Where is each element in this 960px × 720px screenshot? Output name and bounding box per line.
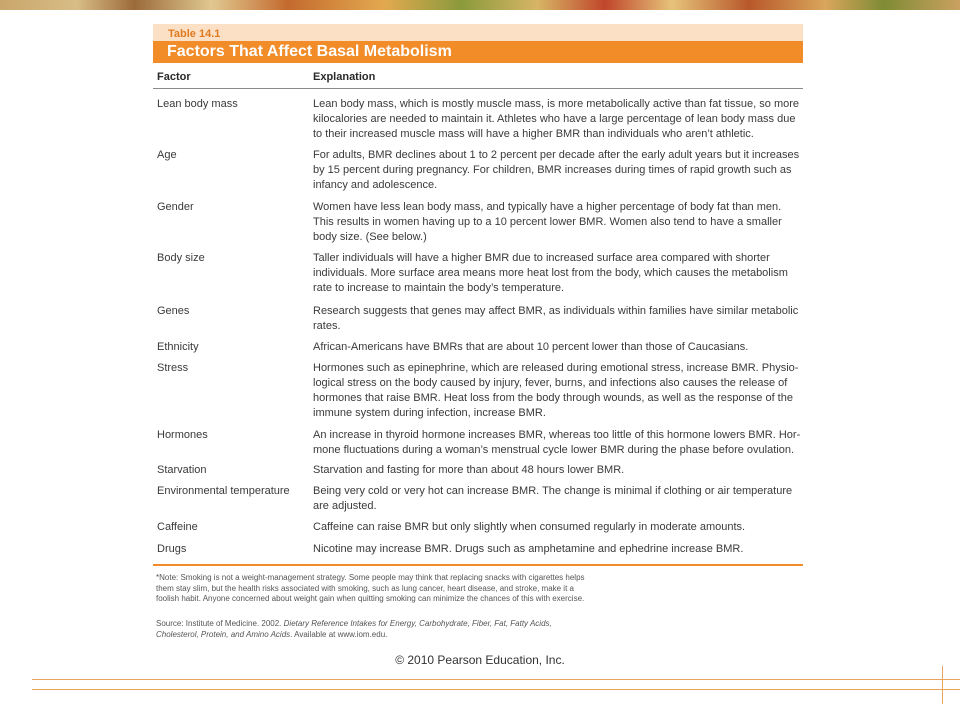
- table-header-row: [153, 63, 803, 89]
- table-row: [153, 361, 803, 421]
- decorative-rule-vertical: [942, 666, 943, 704]
- factor-cell: Starvation: [157, 464, 207, 476]
- factor-cell: Ethnicity: [157, 341, 199, 353]
- decorative-rule-lower: [32, 689, 960, 690]
- table-title: Factors That Affect Basal Metabolism: [167, 43, 452, 60]
- table-source: [156, 619, 596, 640]
- source-suffix: . Available at www.iom.edu.: [290, 629, 388, 639]
- table-row: [153, 463, 803, 478]
- table-row: [153, 520, 803, 535]
- factor-cell: Genes: [157, 305, 190, 317]
- explanation-cell: Women have less lean body mass, and typically have a higher percentage of body fat than men. This results in women having up to a 10 percent lower BMR. Women also tend to have a smaller body size. (See below.): [313, 201, 782, 243]
- copyright-notice: © 2010 Pearson Education, Inc.: [395, 653, 565, 667]
- explanation-cell: An increase in thyroid hormone increases BMR, whereas too little of this hormone lowers BMR. Hor-mone fluctuations during a woman’s menstrual cycle lower BMR during the phase before ovulation.: [313, 429, 801, 456]
- table-row: [153, 484, 803, 514]
- explanation-cell: Lean body mass, which is mostly muscle mass, is more metabolically active than fat tissue, so more kilocalories are needed to maintain it. Athletes who have a large percentage of lean body mass due to their increased muscle mass will have a higher BMR than individuals who aren’t athletic.: [313, 98, 800, 140]
- table-footnote: *Note: Smoking is not a weight-management strategy. Some people may think that replacing snacks with cigarettes helps them stay slim, but the health risks associated with smoking, such as lung cancer, heart disease, and stroke, make it a foolish habit. Anyone concerned about weight gain when quitting smoking can minimize the chances of this with exercise.: [156, 573, 585, 603]
- decorative-photo-strip: [0, 0, 960, 10]
- factor-cell: Caffeine: [157, 521, 198, 533]
- table-row: [153, 340, 803, 355]
- table-row: [153, 97, 803, 142]
- source-title: Dietary Reference Intakes for Energy, Carbohydrate, Fiber, Fat, Fatty Acids, Cholesterol, Protein, and Amino Acids: [156, 619, 552, 639]
- factor-cell: Age: [157, 149, 177, 161]
- table-bottom-rule: [153, 564, 803, 566]
- explanation-cell: African-Americans have BMRs that are about 10 percent lower than those of Caucasians.: [313, 341, 749, 353]
- factor-cell: Drugs: [157, 543, 187, 555]
- explanation-cell: Hormones such as epinephrine, which are released during emotional stress, increase BMR. Physio-logical stress on the body caused by injury, fever, burns, and infections also causes the release of hormones that raise BMR. Heat loss from the body through wounds, as well as the response of the immune system during infection, increase BMR.: [313, 362, 799, 419]
- explanation-cell: Nicotine may increase BMR. Drugs such as amphetamine and ephedrine increase BMR.: [313, 543, 744, 555]
- column-header-factor: Factor: [157, 71, 191, 83]
- factors-table: [153, 24, 803, 555]
- table-title-band: [153, 41, 803, 63]
- explanation-cell: Research suggests that genes may affect BMR, as individuals within families have similar metabolic rates.: [313, 305, 799, 332]
- factor-cell: Stress: [157, 362, 189, 374]
- table-row: [153, 304, 803, 334]
- table-row: [153, 251, 803, 296]
- table-row: [153, 200, 803, 245]
- table-row: [153, 148, 803, 193]
- factor-cell: Lean body mass: [157, 98, 238, 110]
- explanation-cell: For adults, BMR declines about 1 to 2 percent per decade after the early adult years but it increases by 15 percent during pregnancy. For children, BMR increases during times of rapid growth such as infancy and adolescence.: [313, 149, 800, 191]
- table-row: [153, 428, 803, 458]
- column-header-explanation: Explanation: [313, 71, 376, 83]
- source-prefix: Source: Institute of Medicine. 2002.: [156, 619, 284, 628]
- table-row: [153, 542, 803, 557]
- factor-cell: Environmental temperature: [157, 485, 290, 497]
- factor-cell: Hormones: [157, 429, 208, 441]
- explanation-cell: Caffeine can raise BMR but only slightly when consumed regularly in moderate amounts.: [313, 521, 746, 533]
- decorative-rule-upper: [32, 679, 960, 680]
- factor-cell: Gender: [157, 201, 194, 213]
- table-number: Table 14.1: [168, 28, 221, 40]
- table-number-bar: [153, 24, 803, 41]
- explanation-cell: Starvation and fasting for more than about 48 hours lower BMR.: [313, 464, 625, 476]
- explanation-cell: Taller individuals will have a higher BMR due to increased surface area compared with shorter individuals. More surface area means more heat lost from the body, which causes the metabolism rate to increase to maintain the body’s temperature.: [313, 252, 788, 294]
- explanation-cell: Being very cold or very hot can increase BMR. The change is minimal if clothing or air temperature are adjusted.: [313, 485, 793, 512]
- factor-cell: Body size: [157, 252, 205, 264]
